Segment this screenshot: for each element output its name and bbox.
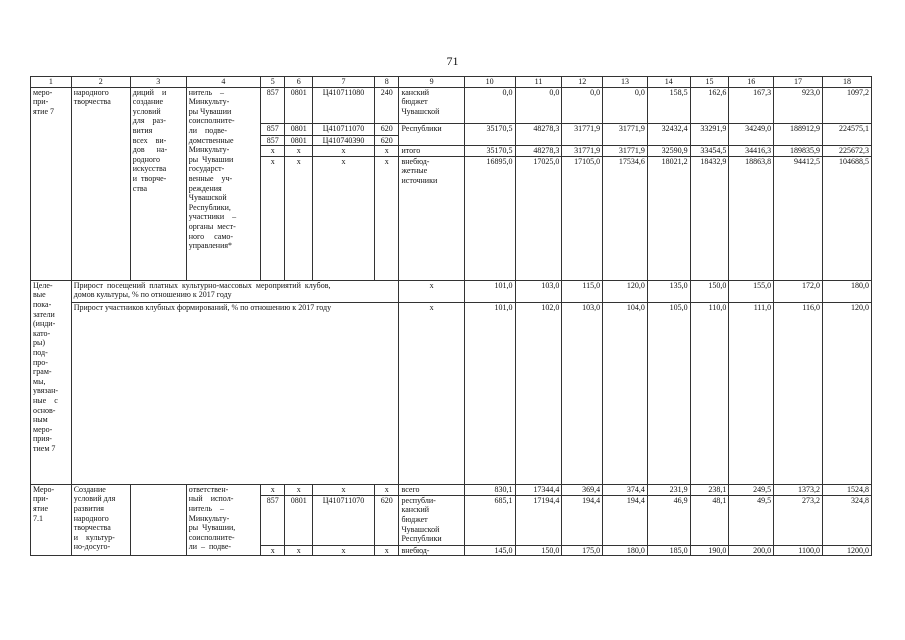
table-cell: 324,8 <box>822 495 871 545</box>
cell-line: вые <box>33 290 46 300</box>
cell-line: ятие <box>33 503 49 513</box>
table-cell: 120,0 <box>822 302 871 484</box>
table-cell: x <box>285 484 312 495</box>
indicator-label <box>71 302 399 484</box>
cell-line: увязан- <box>33 386 59 396</box>
table-cell: 172,0 <box>774 280 823 302</box>
table-cell: 48278,3 <box>515 123 562 146</box>
table-cell: 2 <box>71 77 130 88</box>
table-cell: 17 <box>774 77 823 88</box>
table-cell: x <box>312 156 374 280</box>
table-cell: x <box>399 302 464 484</box>
table-cell: 103,0 <box>562 302 603 484</box>
table-cell: 369,4 <box>562 484 603 495</box>
table-cell: Ц410740390 <box>312 135 374 146</box>
cell-line: Чувашской <box>188 193 227 203</box>
table-cell: 9 <box>399 77 464 88</box>
table-cell: 104688,5 <box>822 156 871 280</box>
cell-line: государст- <box>188 164 225 174</box>
table-cell: 249,5 <box>729 484 774 495</box>
executor-cell <box>186 87 260 280</box>
budget-table <box>30 76 872 556</box>
cell-line: пока- <box>33 299 52 309</box>
cell-line: искусства <box>132 164 167 174</box>
table-cell: 194,4 <box>603 495 648 545</box>
cell-line: диций и <box>132 87 167 97</box>
table-cell: 180,0 <box>822 280 871 302</box>
cell-line: Республики <box>401 534 442 544</box>
cell-line: 7.1 <box>33 513 43 523</box>
cell-line: ли подве- <box>188 125 228 135</box>
table-cell: x <box>375 545 399 556</box>
cell-line: ного само- <box>188 231 234 241</box>
table-cell: 10 <box>464 77 515 88</box>
table-cell: x <box>312 545 374 556</box>
table-cell: 6 <box>285 77 312 88</box>
cell-line: ры Чувашии <box>188 154 234 164</box>
cell-line: прия- <box>33 434 52 444</box>
table-cell: 14 <box>647 77 690 88</box>
table-cell: 18 <box>822 77 871 88</box>
table-cell: 150,0 <box>515 545 562 556</box>
table-cell: 7 <box>312 77 374 88</box>
cell-line: ным <box>33 415 48 425</box>
table-row <box>31 484 872 495</box>
table-cell: x <box>285 156 312 280</box>
target-indicators-cell <box>31 280 72 484</box>
cell-line: Чувашской <box>401 106 440 116</box>
table-cell: 0,0 <box>464 87 515 123</box>
table-cell: 1097,2 <box>822 87 871 123</box>
table-cell: 31771,9 <box>562 123 603 146</box>
table-cell: x <box>261 545 285 556</box>
table-cell: 3 <box>130 77 186 88</box>
table-cell: 135,0 <box>647 280 690 302</box>
activity-name-cell <box>31 87 72 280</box>
table-cell: 620 <box>375 135 399 146</box>
table-row <box>31 302 872 484</box>
cell-line: Целе- <box>33 280 53 290</box>
table-cell: 1373,2 <box>774 484 823 495</box>
cell-line: тием 7 <box>33 443 56 453</box>
table-cell: 17344,4 <box>515 484 562 495</box>
table-cell: 103,0 <box>515 280 562 302</box>
cell-line: творчества <box>73 97 111 107</box>
cell-line: и творче- <box>132 173 167 183</box>
cell-line: народного <box>73 513 109 523</box>
cell-line: и культур- <box>73 532 115 542</box>
cell-line: затели <box>33 309 55 319</box>
cell-line: Меро- <box>33 484 55 494</box>
cell-line: Минкульту- <box>188 145 230 155</box>
table-cell: 49,5 <box>729 495 774 545</box>
cell-line: при- <box>33 97 49 107</box>
table-cell: 4 <box>186 77 260 88</box>
indicator-label <box>71 280 399 302</box>
table-cell: 0801 <box>285 123 312 135</box>
table-cell: Ц410711070 <box>312 495 374 545</box>
cell-line: дов на- <box>132 145 168 155</box>
table-cell: 857 <box>261 123 285 135</box>
table-cell: 857 <box>261 87 285 123</box>
cell-line: соисполните- <box>188 532 235 542</box>
table-cell: 1 <box>31 77 72 88</box>
cell-line: ные с <box>33 395 58 405</box>
cell-line: меро- <box>33 424 53 434</box>
table-cell <box>399 495 464 545</box>
table-cell: 13 <box>603 77 648 88</box>
table-cell: 158,5 <box>647 87 690 123</box>
table-cell: 101,0 <box>464 280 515 302</box>
cell-line: ответствен- <box>188 484 229 494</box>
cell-line: развития <box>73 503 104 513</box>
table-cell: 1200,0 <box>822 545 871 556</box>
table-cell <box>399 156 464 280</box>
table-cell: x <box>312 484 374 495</box>
table-cell: x <box>285 545 312 556</box>
table-cell: 238,1 <box>690 484 729 495</box>
table-cell: 0801 <box>285 495 312 545</box>
table-cell: 194,4 <box>562 495 603 545</box>
table-cell: 189835,9 <box>774 146 823 157</box>
table-cell: 167,3 <box>729 87 774 123</box>
table-cell: x <box>285 146 312 157</box>
table-cell: 620 <box>375 495 399 545</box>
activity-name-cell <box>31 484 72 556</box>
cell-line: ства <box>132 183 148 193</box>
cell-line: домственные <box>188 135 234 145</box>
cell-line: соисполните- <box>188 116 235 126</box>
table-cell: 17534,6 <box>603 156 648 280</box>
table-cell: всего <box>399 484 464 495</box>
table-row <box>31 280 872 302</box>
cell-line: управления* <box>188 241 233 251</box>
cell-line: бюджет <box>401 514 428 524</box>
table-cell: 374,4 <box>603 484 648 495</box>
table-cell: 923,0 <box>774 87 823 123</box>
cell-line: ры) <box>33 338 46 348</box>
table-cell: 18863,8 <box>729 156 774 280</box>
table-cell: 620 <box>375 123 399 135</box>
cell-line: венные уч- <box>188 173 233 183</box>
activity-desc-cell <box>71 484 130 556</box>
table-cell: 110,0 <box>690 302 729 484</box>
cell-line: Минкульту- <box>188 513 230 523</box>
table-cell <box>399 87 464 123</box>
table-cell: 18021,2 <box>647 156 690 280</box>
table-cell: x <box>399 280 464 302</box>
table-cell: 225672,3 <box>822 146 871 157</box>
cell-line: условий <box>132 106 161 116</box>
table-cell: 224575,1 <box>822 123 871 146</box>
table-cell: 34416,3 <box>729 146 774 157</box>
table-cell: 1100,0 <box>774 545 823 556</box>
activity-purpose-cell <box>130 87 186 280</box>
cell-line: внебюд- <box>401 156 430 166</box>
cell-line: источники <box>401 175 438 185</box>
table-cell: 16 <box>729 77 774 88</box>
table-cell: 145,0 <box>464 545 515 556</box>
table-cell: x <box>312 146 374 157</box>
cell-line: Прирост участников клубных формирований, % по отношению к 2017 году <box>73 302 332 312</box>
cell-line: основ- <box>33 405 56 415</box>
cell-line: нитель – <box>188 87 224 97</box>
table-cell: x <box>261 156 285 280</box>
table-cell: x <box>375 484 399 495</box>
cell-line: про- <box>33 357 48 367</box>
cell-line: народного <box>73 87 109 97</box>
table-cell: 105,0 <box>647 302 690 484</box>
cell-line: под- <box>33 347 48 357</box>
table-cell: 162,6 <box>690 87 729 123</box>
table-cell: 12 <box>562 77 603 88</box>
table-cell: 857 <box>261 495 285 545</box>
table-cell: 115,0 <box>562 280 603 302</box>
cell-line: реждения <box>188 183 222 193</box>
cell-line: всех ви- <box>132 135 167 145</box>
table-cell: 120,0 <box>603 280 648 302</box>
table-cell: 102,0 <box>515 302 562 484</box>
cell-line: ли – подве- <box>188 542 232 552</box>
cell-line: жетные <box>401 166 428 176</box>
table-row <box>31 87 872 123</box>
table-cell: 0801 <box>285 135 312 146</box>
cell-line: мы, <box>33 376 46 386</box>
table-cell: внебюд- <box>399 545 464 556</box>
cell-line: (инди- <box>33 319 56 329</box>
cell-line: для раз- <box>132 116 166 126</box>
table-cell: 111,0 <box>729 302 774 484</box>
table-cell: 33291,9 <box>690 123 729 146</box>
cell-line: органы мест- <box>188 221 236 231</box>
table-cell: 0,0 <box>562 87 603 123</box>
cell-line: но-досуго- <box>73 542 111 552</box>
cell-line: Создание <box>73 484 106 494</box>
cell-line: нитель – <box>188 503 224 513</box>
table-cell: x <box>261 146 285 157</box>
table-cell: 1524,8 <box>822 484 871 495</box>
table-cell: 180,0 <box>603 545 648 556</box>
table-cell: 17105,0 <box>562 156 603 280</box>
cell-line: ры Чувашии, <box>188 523 236 533</box>
table-cell: 0,0 <box>603 87 648 123</box>
table-cell: 32590,9 <box>647 146 690 157</box>
cell-line: создание <box>132 97 164 107</box>
table-cell: 685,1 <box>464 495 515 545</box>
table-cell: 48278,3 <box>515 146 562 157</box>
table-cell: 0801 <box>285 87 312 123</box>
table-cell: 17194,4 <box>515 495 562 545</box>
cell-line: творчества <box>73 523 111 533</box>
table-cell: 94412,5 <box>774 156 823 280</box>
table-cell: 31771,9 <box>603 146 648 157</box>
activity-desc-cell <box>71 87 130 280</box>
cell-line: условий для <box>73 494 116 504</box>
cell-line: участники – <box>188 212 237 222</box>
cell-line: бюджет <box>401 97 428 107</box>
cell-line: Республики, <box>188 202 231 212</box>
table-cell: 48,1 <box>690 495 729 545</box>
table-cell: 5 <box>261 77 285 88</box>
table-cell: 175,0 <box>562 545 603 556</box>
cell-line: Чувашской <box>401 524 440 534</box>
page-number: 71 <box>446 54 459 68</box>
table-cell: x <box>261 484 285 495</box>
table-cell: 116,0 <box>774 302 823 484</box>
cell-line: родного <box>132 154 160 164</box>
table-cell: 35170,5 <box>464 146 515 157</box>
table-cell: x <box>375 146 399 157</box>
table-cell: 15 <box>690 77 729 88</box>
table-cell: 31771,9 <box>562 146 603 157</box>
table-cell: Ц410711080 <box>312 87 374 123</box>
cell-line: меро- <box>33 87 53 97</box>
cell-line: канский <box>401 505 430 515</box>
cell-line: ятие 7 <box>33 106 55 116</box>
header-row <box>31 77 872 88</box>
table-cell: 155,0 <box>729 280 774 302</box>
table-cell: 240 <box>375 87 399 123</box>
table-cell: 33454,5 <box>690 146 729 157</box>
table-cell: 17025,0 <box>515 156 562 280</box>
table-cell: 34249,0 <box>729 123 774 146</box>
table-cell: 101,0 <box>464 302 515 484</box>
activity-purpose-cell <box>130 484 186 556</box>
table-cell: 830,1 <box>464 484 515 495</box>
table-cell: 16895,0 <box>464 156 515 280</box>
table-cell: 231,9 <box>647 484 690 495</box>
cell-line: ры Чувашии <box>188 106 232 116</box>
table-cell: 188912,9 <box>774 123 823 146</box>
cell-line: Минкульту- <box>188 97 230 107</box>
table-cell: Республики <box>399 123 464 146</box>
table-cell: 200,0 <box>729 545 774 556</box>
table-cell: 18432,9 <box>690 156 729 280</box>
cell-line: при- <box>33 494 49 504</box>
table-cell: 35170,5 <box>464 123 515 146</box>
table-cell: 8 <box>375 77 399 88</box>
table-cell: 190,0 <box>690 545 729 556</box>
table-cell: x <box>375 156 399 280</box>
cell-line: като- <box>33 328 51 338</box>
cell-line: вития <box>132 125 153 135</box>
table-cell: Ц410711070 <box>312 123 374 135</box>
table-cell: 104,0 <box>603 302 648 484</box>
table-cell: 857 <box>261 135 285 146</box>
table-cell: 32432,4 <box>647 123 690 146</box>
cell-line: республи- <box>401 495 436 505</box>
cell-line: канский <box>401 87 430 97</box>
executor-cell <box>186 484 260 556</box>
table-cell: 150,0 <box>690 280 729 302</box>
table-cell: 31771,9 <box>603 123 648 146</box>
cell-line: ный испол- <box>188 494 234 504</box>
cell-line: домов культуры, % по отношению к 2017 году <box>73 290 232 300</box>
cell-line: грам- <box>33 367 52 377</box>
table-cell: 0,0 <box>515 87 562 123</box>
table-cell: 185,0 <box>647 545 690 556</box>
table-cell: итого <box>399 146 464 157</box>
cell-line: Прирост посещений платных культурно-массовых мероприятий клубов, <box>73 280 331 290</box>
table-cell: 11 <box>515 77 562 88</box>
table-cell: 46,9 <box>647 495 690 545</box>
table-cell: 273,2 <box>774 495 823 545</box>
